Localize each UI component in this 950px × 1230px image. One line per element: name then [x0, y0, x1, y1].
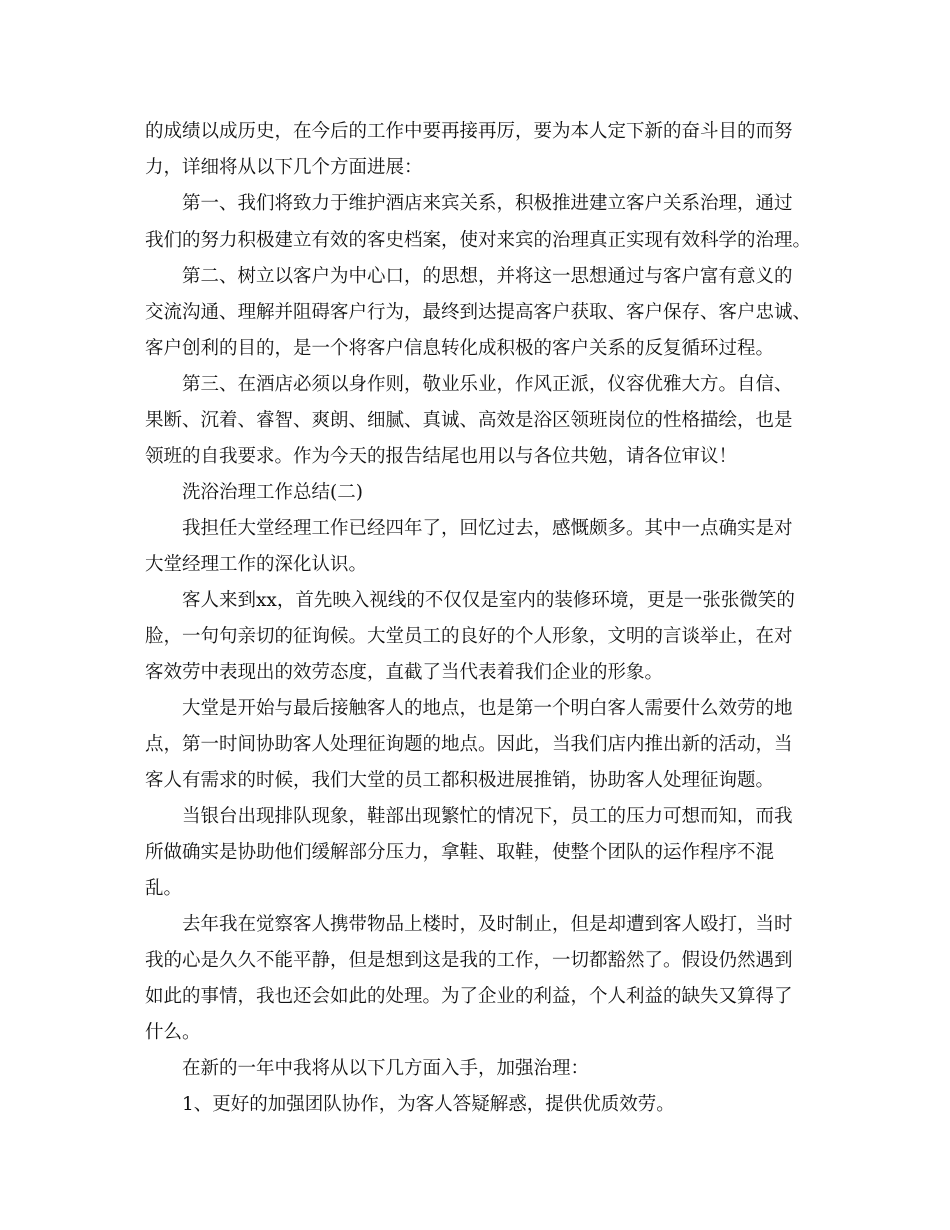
text-line: 我们的努力积极建立有效的客史档案，使对来宾的治理真正实现有效科学的治理。: [145, 230, 812, 251]
text-line: 第一、我们将致力于维护酒店来宾关系，积极推进建立客户关系治理，通过: [182, 193, 793, 214]
text-line: 我的心是久久不能平静，但是想到这是我的工作，一切都豁然了。假设仍然遇到: [145, 950, 793, 971]
text-line: 大堂是开始与最后接触客人的地点，也是第一个明白客人需要什么效劳的地: [182, 698, 793, 719]
text-line: 乱。: [145, 878, 183, 899]
text-line: 所做确实是协助他们缓解部分压力，拿鞋、取鞋，使整个团队的运作程序不混: [145, 842, 775, 863]
text-line: 客户创利的目的，是一个将客户信息转化成积极的客户关系的反复循环过程。: [145, 338, 775, 359]
text-line: 果断、沉着、睿智、爽朗、细腻、真诚、高效是浴区领班岗位的性格描绘，也是: [145, 410, 793, 431]
text-line: 什么。: [145, 1022, 201, 1043]
text-line: 客人有需求的时候，我们大堂的员工都积极进展推销，协助客人处理征询题。: [145, 770, 775, 791]
text-line: 客效劳中表现出的效劳态度，直截了当代表着我们企业的形象。: [145, 662, 664, 683]
text-line: 点，第一时间协助客人处理征询题的地点。因此，当我们店内推出新的活动，当: [145, 734, 793, 755]
text-line: 的成绩以成历史，在今后的工作中要再接再厉，要为本人定下新的奋斗目的而努: [145, 121, 793, 142]
text-line: 脸，一句句亲切的征询候。大堂员工的良好的个人形象，文明的言谈举止，在对: [145, 626, 793, 647]
section-heading: 洗浴治理工作总结(二): [182, 482, 363, 503]
text-line: 如此的事情，我也还会如此的处理。为了企业的利益，个人利益的缺失又算得了: [145, 986, 793, 1007]
text-line: 我担任大堂经理工作已经四年了，回忆过去，感慨颇多。其中一点确实是对: [182, 518, 793, 539]
text-line: 领班的自我要求。作为今天的报告结尾也用以与各位共勉，请各位审议！: [145, 446, 738, 467]
text-line: 去年我在觉察客人携带物品上楼时，及时制止，但是却遭到客人殴打，当时: [182, 914, 793, 935]
text-line: 力，详细将从以下几个方面进展：: [145, 157, 423, 178]
text-line: 当银台出现排队现象，鞋部出现繁忙的情况下，员工的压力可想而知，而我: [182, 806, 793, 827]
text-line: 大堂经理工作的深化认识。: [145, 554, 368, 575]
text-line: 客人来到xx，首先映入视线的不仅仅是室内的装修环境，更是一张张微笑的: [182, 590, 795, 611]
text-line: 在新的一年中我将从以下几方面入手，加强治理：: [182, 1058, 590, 1079]
text-line: 第二、树立以客户为中心口，的思想，并将这一思想通过与客户富有意义的: [182, 266, 793, 287]
text-line: 1、更好的加强团队协作，为客人答疑解惑，提供优质效劳。: [182, 1094, 675, 1115]
text-line: 第三、在酒店必须以身作则，敬业乐业，作风正派，仪容优雅大方。自信、: [182, 374, 793, 395]
text-line: 交流沟通、理解并阻碍客户行为，最终到达提高客户获取、客户保存、客户忠诚、: [145, 302, 812, 323]
